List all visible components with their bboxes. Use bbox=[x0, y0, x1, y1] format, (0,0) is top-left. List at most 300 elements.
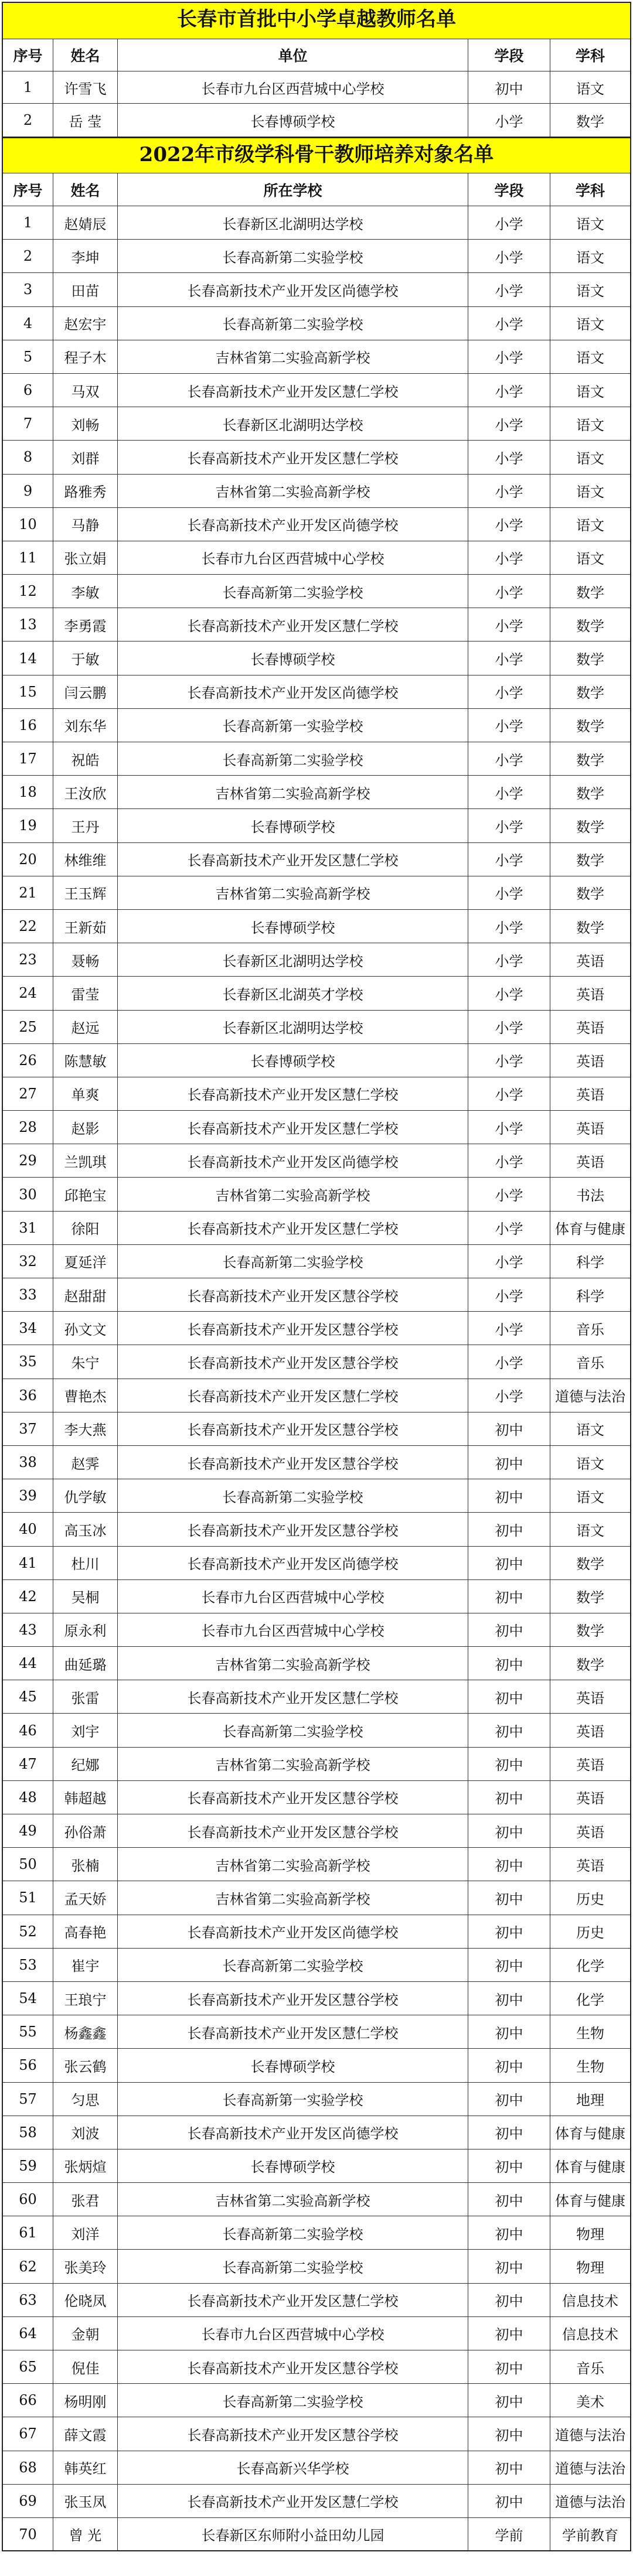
cell-school: 长春高新技术产业开发区慧谷学校 bbox=[118, 1278, 468, 1311]
cell-name: 于敏 bbox=[53, 642, 118, 674]
table-row bbox=[3, 1212, 630, 1245]
table-row bbox=[3, 2015, 630, 2049]
table-row bbox=[3, 441, 630, 474]
cell-subject: 体育与健康 bbox=[555, 2192, 625, 2209]
cell-index: 56 bbox=[3, 2049, 53, 2082]
cell-school: 长春高新技术产业开发区慧仁学校 bbox=[118, 2015, 468, 2048]
cell-stage: 小学 bbox=[468, 273, 550, 306]
cell-school: 长春新区北湖明达学校 bbox=[118, 407, 468, 440]
cell-index: 70 bbox=[3, 2518, 53, 2550]
cell-school: 吉林省第二实验高新学校 bbox=[118, 1748, 468, 1780]
cell-stage: 小学 bbox=[468, 843, 550, 876]
cell-school: 长春高新技术产业开发区慧仁学校 bbox=[118, 1111, 468, 1144]
cell-stage: 初中 bbox=[468, 71, 550, 103]
cell-stage: 小学 bbox=[468, 910, 550, 943]
cell-stage: 初中 bbox=[468, 1814, 550, 1847]
cell-index: 32 bbox=[3, 1245, 53, 1278]
cell-school: 长春博硕学校 bbox=[118, 2049, 468, 2082]
cell-index: 25 bbox=[3, 1011, 53, 1043]
cell-stage: 初中 bbox=[468, 2350, 550, 2383]
cell-name: 张楠 bbox=[53, 1848, 118, 1881]
cell-subject: 化学 bbox=[576, 1991, 604, 2008]
cell-index: 20 bbox=[3, 843, 53, 876]
teacher-roster-table bbox=[2, 2, 631, 2551]
table-row bbox=[3, 910, 630, 943]
cell-subject: 数学 bbox=[576, 685, 604, 702]
cell-stage: 初中 bbox=[468, 1781, 550, 1814]
cell-subject: 历史 bbox=[576, 1925, 604, 1942]
cell-name: 李坤 bbox=[53, 240, 118, 272]
cell-stage: 小学 bbox=[468, 876, 550, 909]
table-row bbox=[3, 1077, 630, 1111]
cell-stage: 小学 bbox=[468, 1044, 550, 1077]
cell-index: 64 bbox=[3, 2317, 53, 2350]
cell-stage: 小学 bbox=[468, 776, 550, 808]
cell-index: 55 bbox=[3, 2015, 53, 2048]
cell-index: 37 bbox=[3, 1412, 53, 1445]
cell-stage: 小学 bbox=[468, 1345, 550, 1378]
cell-name: 杜川 bbox=[53, 1547, 118, 1579]
cell-school: 长春高新技术产业开发区慧仁学校 bbox=[118, 1212, 468, 1244]
cell-subject: 英语 bbox=[576, 986, 604, 1003]
cell-index: 46 bbox=[3, 1714, 53, 1746]
cell-school: 长春博硕学校 bbox=[118, 910, 468, 943]
table-row bbox=[3, 742, 630, 776]
cell-index: 39 bbox=[3, 1479, 53, 1512]
cell-index: 33 bbox=[3, 1278, 53, 1311]
cell-name: 兰凯琪 bbox=[53, 1144, 118, 1177]
table-row bbox=[3, 575, 630, 608]
cell-name: 孙文文 bbox=[53, 1312, 118, 1345]
table-row bbox=[3, 1680, 630, 1714]
cell-stage: 小学 bbox=[468, 1379, 550, 1412]
cell-school: 吉林省第二实验高新学校 bbox=[118, 776, 468, 808]
cell-name: 陈慧敏 bbox=[53, 1044, 118, 1077]
cell-index: 8 bbox=[3, 441, 53, 473]
cell-index: 28 bbox=[3, 1111, 53, 1144]
cell-name: 韩超越 bbox=[53, 1781, 118, 1814]
cell-stage: 小学 bbox=[468, 943, 550, 976]
cell-stage: 初中 bbox=[468, 1680, 550, 1713]
cell-school: 长春高新技术产业开发区尚德学校 bbox=[118, 1547, 468, 1579]
cell-stage: 小学 bbox=[468, 240, 550, 272]
cell-name: 王汝欣 bbox=[53, 776, 118, 808]
cell-index: 41 bbox=[3, 1547, 53, 1579]
cell-name: 王丹 bbox=[53, 809, 118, 842]
cell-stage: 初中 bbox=[468, 2116, 550, 2149]
table-row bbox=[3, 608, 630, 642]
cell-subject: 音乐 bbox=[576, 2360, 604, 2377]
table-row bbox=[3, 1312, 630, 1345]
cell-name: 祝皓 bbox=[53, 742, 118, 775]
cell-subject: 语文 bbox=[576, 1489, 604, 1506]
cell-subject: 物理 bbox=[576, 2226, 604, 2243]
cell-school: 长春高新技术产业开发区慧仁学校 bbox=[118, 2284, 468, 2316]
header-school: 所在学校 bbox=[118, 173, 468, 206]
cell-index: 61 bbox=[3, 2216, 53, 2249]
cell-name: 张云鹤 bbox=[53, 2049, 118, 2082]
cell-name: 刘波 bbox=[53, 2116, 118, 2149]
cell-stage: 初中 bbox=[468, 1915, 550, 1948]
cell-name: 田苗 bbox=[53, 273, 118, 306]
cell-index: 57 bbox=[3, 2083, 53, 2116]
table-row bbox=[3, 843, 630, 876]
cell-subject: 道德与法治 bbox=[555, 2427, 625, 2444]
cell-index: 30 bbox=[3, 1178, 53, 1210]
table-row bbox=[3, 1580, 630, 1613]
cell-subject: 地理 bbox=[576, 2092, 604, 2109]
cell-school: 长春高新第一实验学校 bbox=[118, 709, 468, 742]
cell-school: 长春高新第二实验学校 bbox=[118, 2250, 468, 2282]
table-row bbox=[3, 1781, 630, 1814]
cell-subject: 体育与健康 bbox=[555, 1221, 625, 1238]
cell-stage: 初中 bbox=[468, 2485, 550, 2517]
header-subject: 学科 bbox=[575, 47, 605, 64]
cell-index: 34 bbox=[3, 1312, 53, 1345]
cell-school: 吉林省第二实验高新学校 bbox=[118, 1647, 468, 1680]
cell-index: 2 bbox=[3, 104, 53, 137]
cell-school: 长春市九台区西营城中心学校 bbox=[118, 1613, 468, 1646]
cell-stage: 初中 bbox=[468, 2049, 550, 2082]
header-stage: 学段 bbox=[468, 173, 550, 206]
table-row bbox=[3, 642, 630, 675]
cell-subject: 美术 bbox=[576, 2393, 604, 2410]
table-row bbox=[3, 1714, 630, 1747]
cell-index: 48 bbox=[3, 1781, 53, 1814]
cell-subject: 化学 bbox=[576, 1958, 604, 1975]
cell-name: 单爽 bbox=[53, 1077, 118, 1110]
cell-name: 高玉冰 bbox=[53, 1513, 118, 1545]
cell-index: 17 bbox=[3, 742, 53, 775]
cell-school: 长春高新兴华学校 bbox=[118, 2451, 468, 2484]
cell-name: 刘宇 bbox=[53, 1714, 118, 1746]
cell-index: 15 bbox=[3, 675, 53, 708]
cell-school: 长春高新第二实验学校 bbox=[118, 575, 468, 608]
cell-name: 刘畅 bbox=[53, 407, 118, 440]
cell-index: 10 bbox=[3, 508, 53, 541]
cell-subject: 生物 bbox=[576, 2058, 604, 2075]
cell-name: 高春艳 bbox=[53, 1915, 118, 1948]
cell-name: 赵霁 bbox=[53, 1446, 118, 1479]
cell-school: 长春高新第一实验学校 bbox=[118, 2083, 468, 2116]
cell-school: 长春高新技术产业开发区慧谷学校 bbox=[118, 1345, 468, 1378]
cell-name: 李大燕 bbox=[53, 1412, 118, 1445]
cell-school: 长春博硕学校 bbox=[118, 2149, 468, 2182]
cell-index: 3 bbox=[3, 273, 53, 306]
cell-stage: 初中 bbox=[468, 2216, 550, 2249]
cell-school: 长春市九台区西营城中心学校 bbox=[118, 541, 468, 574]
cell-subject: 音乐 bbox=[576, 1354, 604, 1371]
cell-index: 29 bbox=[3, 1144, 53, 1177]
cell-stage: 小学 bbox=[468, 541, 550, 574]
cell-stage: 小学 bbox=[468, 809, 550, 842]
cell-name: 张雷 bbox=[53, 1680, 118, 1713]
cell-subject: 数学 bbox=[576, 718, 604, 735]
cell-school: 长春高新技术产业开发区尚德学校 bbox=[118, 273, 468, 306]
cell-stage: 初中 bbox=[468, 2250, 550, 2282]
cell-school: 长春高新技术产业开发区慧仁学校 bbox=[118, 441, 468, 473]
table-row bbox=[3, 475, 630, 508]
cell-index: 45 bbox=[3, 1680, 53, 1713]
cell-subject: 生物 bbox=[576, 2025, 604, 2042]
header-name: 姓名 bbox=[53, 39, 118, 71]
section2-title: 2022年市级学科骨干教师培养对象名单 bbox=[3, 137, 630, 173]
cell-school: 长春高新技术产业开发区慧仁学校 bbox=[118, 608, 468, 641]
cell-index: 51 bbox=[3, 1881, 53, 1914]
cell-stage: 初中 bbox=[468, 2149, 550, 2182]
cell-school: 吉林省第二实验高新学校 bbox=[118, 340, 468, 373]
cell-name: 许雪飞 bbox=[53, 71, 118, 103]
cell-index: 19 bbox=[3, 809, 53, 842]
table-row bbox=[3, 71, 630, 104]
cell-name: 马静 bbox=[53, 508, 118, 541]
cell-subject: 数学 bbox=[576, 113, 604, 130]
cell-name: 孟天娇 bbox=[53, 1881, 118, 1914]
table-row bbox=[3, 1647, 630, 1680]
cell-subject: 语文 bbox=[576, 249, 604, 266]
cell-subject: 英语 bbox=[576, 1857, 604, 1874]
table-row bbox=[3, 2317, 630, 2350]
cell-name: 刘洋 bbox=[53, 2216, 118, 2249]
cell-name: 马双 bbox=[53, 374, 118, 407]
cell-school: 吉林省第二实验高新学校 bbox=[118, 876, 468, 909]
cell-school: 长春高新技术产业开发区慧谷学校 bbox=[118, 1513, 468, 1545]
table-row bbox=[3, 1345, 630, 1379]
cell-subject: 数学 bbox=[576, 1556, 604, 1573]
cell-subject: 数学 bbox=[576, 584, 604, 601]
cell-index: 5 bbox=[3, 340, 53, 373]
cell-name: 程子木 bbox=[53, 340, 118, 373]
cell-stage: 小学 bbox=[468, 1011, 550, 1043]
cell-stage: 初中 bbox=[468, 1848, 550, 1881]
cell-name: 曹艳杰 bbox=[53, 1379, 118, 1412]
table-row bbox=[3, 2049, 630, 2082]
cell-subject: 语文 bbox=[576, 551, 604, 568]
cell-index: 60 bbox=[3, 2183, 53, 2216]
cell-index: 1 bbox=[3, 206, 53, 239]
table-row bbox=[3, 1044, 630, 1077]
cell-subject: 语文 bbox=[576, 484, 604, 501]
cell-stage: 小学 bbox=[468, 1144, 550, 1177]
cell-stage: 初中 bbox=[468, 2417, 550, 2450]
cell-subject: 英语 bbox=[576, 1087, 604, 1104]
table-row bbox=[3, 2384, 630, 2417]
cell-subject: 语文 bbox=[576, 282, 604, 299]
table-row bbox=[3, 1278, 630, 1312]
cell-stage: 小学 bbox=[468, 1077, 550, 1110]
cell-school: 长春高新技术产业开发区尚德学校 bbox=[118, 2116, 468, 2149]
cell-subject: 英语 bbox=[576, 1824, 604, 1841]
cell-index: 50 bbox=[3, 1848, 53, 1881]
cell-school: 长春博硕学校 bbox=[118, 642, 468, 674]
cell-school: 吉林省第二实验高新学校 bbox=[118, 1178, 468, 1210]
cell-subject: 语文 bbox=[576, 517, 604, 534]
cell-name: 徐阳 bbox=[53, 1212, 118, 1244]
cell-school: 长春新区北湖明达学校 bbox=[118, 206, 468, 239]
cell-school: 长春市九台区西营城中心学校 bbox=[118, 1580, 468, 1613]
table-row bbox=[3, 273, 630, 306]
cell-name: 王新茹 bbox=[53, 910, 118, 943]
table-row bbox=[3, 709, 630, 742]
cell-subject: 英语 bbox=[576, 1020, 604, 1037]
cell-name: 赵婧辰 bbox=[53, 206, 118, 239]
cell-stage: 小学 bbox=[468, 508, 550, 541]
cell-name: 李勇霞 bbox=[53, 608, 118, 641]
cell-subject: 体育与健康 bbox=[555, 2159, 625, 2176]
cell-index: 24 bbox=[3, 977, 53, 1009]
table-row bbox=[3, 104, 630, 137]
cell-subject: 英语 bbox=[576, 1053, 604, 1070]
cell-school: 长春高新技术产业开发区慧仁学校 bbox=[118, 843, 468, 876]
cell-stage: 小学 bbox=[468, 608, 550, 641]
table-row bbox=[3, 374, 630, 407]
cell-index: 9 bbox=[3, 475, 53, 507]
cell-stage: 初中 bbox=[468, 1580, 550, 1613]
cell-name: 杨明刚 bbox=[53, 2384, 118, 2417]
table-row bbox=[3, 1949, 630, 1982]
cell-subject: 英语 bbox=[576, 953, 604, 970]
cell-subject: 数学 bbox=[576, 818, 604, 835]
cell-subject: 道德与法治 bbox=[555, 2461, 625, 2478]
cell-stage: 小学 bbox=[468, 340, 550, 373]
cell-index: 23 bbox=[3, 943, 53, 976]
cell-index: 54 bbox=[3, 1982, 53, 2015]
cell-name: 夏延洋 bbox=[53, 1245, 118, 1278]
cell-index: 53 bbox=[3, 1949, 53, 1981]
cell-stage: 小学 bbox=[468, 104, 550, 137]
cell-subject: 英语 bbox=[576, 1724, 604, 1741]
cell-stage: 学前 bbox=[468, 2518, 550, 2550]
cell-subject: 语文 bbox=[576, 1455, 604, 1472]
cell-name: 吴桐 bbox=[53, 1580, 118, 1613]
cell-stage: 小学 bbox=[468, 1111, 550, 1144]
cell-stage: 小学 bbox=[468, 1312, 550, 1345]
cell-stage: 初中 bbox=[468, 1982, 550, 2015]
cell-name: 匀思 bbox=[53, 2083, 118, 2116]
cell-name: 张玉凤 bbox=[53, 2485, 118, 2517]
cell-index: 13 bbox=[3, 608, 53, 641]
cell-subject: 英语 bbox=[576, 1690, 604, 1707]
cell-subject: 英语 bbox=[576, 1790, 604, 1807]
cell-school: 长春新区北湖明达学校 bbox=[118, 1011, 468, 1043]
table-row bbox=[3, 2250, 630, 2283]
section2-header-row bbox=[3, 173, 630, 206]
cell-name: 闫云鹏 bbox=[53, 675, 118, 708]
cell-school: 长春高新技术产业开发区尚德学校 bbox=[118, 675, 468, 708]
cell-index: 47 bbox=[3, 1748, 53, 1780]
cell-school: 长春高新技术产业开发区慧谷学校 bbox=[118, 1982, 468, 2015]
table-row bbox=[3, 2183, 630, 2216]
cell-stage: 小学 bbox=[468, 675, 550, 708]
cell-subject: 数学 bbox=[576, 1656, 604, 1673]
header-name: 姓名 bbox=[53, 173, 118, 206]
cell-school: 吉林省第二实验高新学校 bbox=[118, 1881, 468, 1914]
cell-stage: 小学 bbox=[468, 1212, 550, 1244]
cell-index: 65 bbox=[3, 2350, 53, 2383]
cell-school: 长春新区北湖英才学校 bbox=[118, 977, 468, 1009]
cell-school: 长春博硕学校 bbox=[118, 104, 468, 137]
cell-school: 长春高新技术产业开发区慧仁学校 bbox=[118, 1077, 468, 1110]
cell-school: 长春高新第二实验学校 bbox=[118, 2384, 468, 2417]
cell-name: 崔宇 bbox=[53, 1949, 118, 1981]
cell-index: 22 bbox=[3, 910, 53, 943]
cell-name: 杨鑫鑫 bbox=[53, 2015, 118, 2048]
cell-school: 长春高新技术产业开发区慧仁学校 bbox=[118, 1379, 468, 1412]
cell-index: 62 bbox=[3, 2250, 53, 2282]
table-row bbox=[3, 240, 630, 273]
cell-name: 孙俗萧 bbox=[53, 1814, 118, 1847]
cell-stage: 小学 bbox=[468, 441, 550, 473]
table-row bbox=[3, 809, 630, 842]
cell-index: 66 bbox=[3, 2384, 53, 2417]
cell-school: 长春高新技术产业开发区慧仁学校 bbox=[118, 2485, 468, 2517]
table-row bbox=[3, 1547, 630, 1580]
cell-name: 张炳煊 bbox=[53, 2149, 118, 2182]
cell-subject: 英语 bbox=[576, 1757, 604, 1774]
cell-name: 李敏 bbox=[53, 575, 118, 608]
table-row bbox=[3, 2284, 630, 2317]
cell-school: 吉林省第二实验高新学校 bbox=[118, 2183, 468, 2216]
table-row bbox=[3, 675, 630, 709]
cell-name: 纪娜 bbox=[53, 1748, 118, 1780]
cell-stage: 初中 bbox=[468, 2384, 550, 2417]
table-row bbox=[3, 2451, 630, 2485]
cell-index: 31 bbox=[3, 1212, 53, 1244]
cell-name: 张君 bbox=[53, 2183, 118, 2216]
cell-name: 邱艳宝 bbox=[53, 1178, 118, 1210]
cell-index: 16 bbox=[3, 709, 53, 742]
cell-subject: 数学 bbox=[576, 886, 604, 903]
cell-stage: 初中 bbox=[468, 1513, 550, 1545]
cell-subject: 数学 bbox=[576, 785, 604, 802]
cell-subject: 数学 bbox=[576, 919, 604, 936]
cell-index: 27 bbox=[3, 1077, 53, 1110]
cell-index: 14 bbox=[3, 642, 53, 674]
cell-name: 岳 莹 bbox=[53, 104, 118, 137]
cell-index: 35 bbox=[3, 1345, 53, 1378]
cell-stage: 小学 bbox=[468, 977, 550, 1009]
cell-index: 12 bbox=[3, 575, 53, 608]
cell-name: 赵甜甜 bbox=[53, 1278, 118, 1311]
cell-school: 长春高新技术产业开发区慧仁学校 bbox=[118, 1680, 468, 1713]
cell-index: 1 bbox=[3, 71, 53, 103]
cell-stage: 小学 bbox=[468, 206, 550, 239]
cell-subject: 语文 bbox=[576, 450, 604, 467]
cell-school: 长春高新第二实验学校 bbox=[118, 1949, 468, 1981]
cell-index: 40 bbox=[3, 1513, 53, 1545]
section1-header-row bbox=[3, 39, 630, 71]
cell-school: 长春高新第二实验学校 bbox=[118, 1245, 468, 1278]
cell-subject: 信息技术 bbox=[562, 2293, 618, 2310]
cell-subject: 信息技术 bbox=[562, 2326, 618, 2343]
table-row bbox=[3, 307, 630, 340]
table-row bbox=[3, 1412, 630, 1446]
cell-stage: 小学 bbox=[468, 575, 550, 608]
cell-name: 朱宁 bbox=[53, 1345, 118, 1378]
cell-index: 63 bbox=[3, 2284, 53, 2316]
cell-stage: 初中 bbox=[468, 1647, 550, 1680]
table-row bbox=[3, 1848, 630, 1881]
header-subject: 学科 bbox=[575, 182, 605, 199]
table-row bbox=[3, 2518, 630, 2551]
cell-stage: 小学 bbox=[468, 709, 550, 742]
table-row bbox=[3, 1111, 630, 1144]
cell-stage: 初中 bbox=[468, 1446, 550, 1479]
cell-index: 21 bbox=[3, 876, 53, 909]
table-row bbox=[3, 541, 630, 575]
cell-subject: 语文 bbox=[576, 316, 604, 333]
cell-school: 长春高新技术产业开发区慧谷学校 bbox=[118, 2417, 468, 2450]
